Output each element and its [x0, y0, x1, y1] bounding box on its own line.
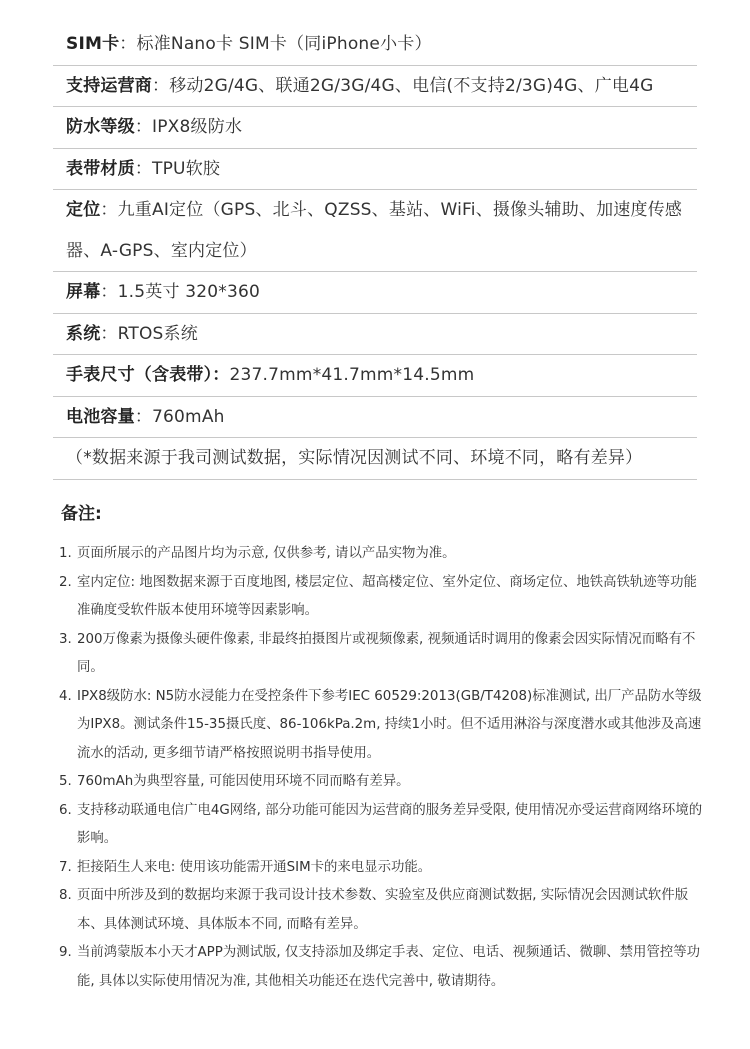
- spec-row-waterproof: [53, 107, 697, 149]
- note-number: 6.: [59, 802, 72, 818]
- note-text: 拒接陌生人来电: 使用该功能需开通SIM卡的来电显示功能。: [77, 859, 432, 875]
- note-text: 当前鸿蒙版本小天才APP为测试版, 仅支持添加及绑定手表、定位、电话、视频通话、微聊、禁用管控等功能, 具体以实际使用情况为准, 其他相关功能还在迭代完善中, 敬请期待。: [77, 945, 701, 989]
- spec-label: 手表尺寸（含表带）：: [66, 365, 230, 385]
- note-item: [59, 882, 709, 939]
- spec-disclaimer: （*数据来源于我司测试数据，实际情况因测试不同、环境不同，略有差异）: [66, 448, 643, 468]
- note-item: [59, 797, 709, 854]
- note-number: 3.: [59, 631, 72, 647]
- note-text: 页面中所涉及到的数据均来源于我司设计技术参数、实验室及供应商测试数据, 实际情况会因测试软件版本、具体测试环境、具体版本不同, 而略有差异。: [77, 888, 689, 932]
- spec-label: 电池容量: [66, 406, 135, 427]
- note-item: [59, 626, 709, 683]
- note-number: 4.: [59, 688, 72, 704]
- note-number: 1.: [59, 546, 72, 561]
- notes-section: [59, 502, 709, 996]
- notes-list: [59, 540, 709, 996]
- spec-row-strap: [53, 149, 697, 191]
- note-number: 9.: [59, 945, 72, 960]
- spec-label: SIM卡: [66, 34, 120, 54]
- spec-label: 表带材质: [66, 158, 135, 179]
- spec-value: ：1.5英寸 320*360: [100, 282, 261, 302]
- note-item: [59, 540, 709, 569]
- note-item: [59, 854, 709, 883]
- spec-table: [53, 24, 697, 480]
- note-text: 支持移动联通电信广电4G网络, 部分功能可能因为运营商的服务差异受限, 使用情况亦受运营商网络环境的影响。: [77, 802, 703, 846]
- spec-label: 定位: [66, 200, 101, 220]
- notes-title: 备注:: [61, 504, 102, 524]
- note-item: [59, 683, 709, 769]
- spec-row-positioning: [53, 190, 697, 272]
- spec-value: ：标准Nano卡 SIM卡（同iPhone小卡）: [119, 34, 432, 54]
- note-text: 页面所展示的产品图片均为示意, 仅供参考, 请以产品实物为准。: [77, 546, 456, 561]
- note-text: 200万像素为摄像头硬件像素, 非最终拍摄图片或视频像素, 视频通话时调用的像素会因实际情况而略有不同。: [77, 631, 696, 675]
- note-item: [59, 569, 709, 626]
- note-text: IPX8级防水: N5防水浸能力在受控条件下参考IEC 60529:2013(GB/T4208)标准测试, 出厂产品防水等级为IPX8。测试条件15-35摄氏度、86-106kPa.2m, 持续1小时。但不适用淋浴与深度潜水或其他涉及高速流水的活动, 更多细节请严格按照说明书指导使用。: [77, 688, 702, 761]
- note-item: [59, 768, 709, 797]
- note-text: 760mAh为典型容量, 可能因使用环境不同而略有差异。: [77, 774, 410, 789]
- spec-label: 系统: [66, 323, 101, 344]
- note-number: 2.: [59, 574, 72, 590]
- note-number: 5.: [59, 774, 72, 789]
- spec-value: ：760mAh: [134, 406, 225, 427]
- spec-row-sim: [53, 24, 697, 66]
- note-item: [59, 939, 709, 996]
- note-text: 室内定位: 地图数据来源于百度地图, 楼层定位、超高楼定位、室外定位、商场定位、地铁高铁轨迹等功能准确度受软件版本使用环境等因素影响。: [77, 574, 697, 618]
- note-number: 8.: [59, 888, 72, 903]
- spec-row-size: [53, 355, 697, 397]
- spec-value: ：RTOS系统: [100, 323, 198, 344]
- spec-row-disclaimer: [53, 438, 697, 480]
- spec-row-battery: [53, 397, 697, 439]
- spec-value: 237.7mm*41.7mm*14.5mm: [229, 365, 475, 385]
- spec-value: ：TPU软胶: [134, 158, 221, 179]
- spec-row-screen: [53, 272, 697, 314]
- spec-value: ：IPX8级防水: [134, 117, 243, 137]
- spec-label: 屏幕: [66, 282, 101, 302]
- spec-row-carrier: [53, 66, 697, 108]
- spec-value: ：移动2G/4G、联通2G/3G/4G、电信(不支持2/3G)4G、广电4G: [152, 75, 654, 96]
- spec-label: 防水等级: [66, 117, 135, 137]
- spec-row-os: [53, 314, 697, 356]
- spec-value: ：九重AI定位（GPS、北斗、QZSS、基站、WiFi、摄像头辅助、加速度传感器、A-GPS、室内定位）: [66, 200, 683, 261]
- note-number: 7.: [59, 859, 72, 875]
- spec-label: 支持运营商: [66, 75, 152, 96]
